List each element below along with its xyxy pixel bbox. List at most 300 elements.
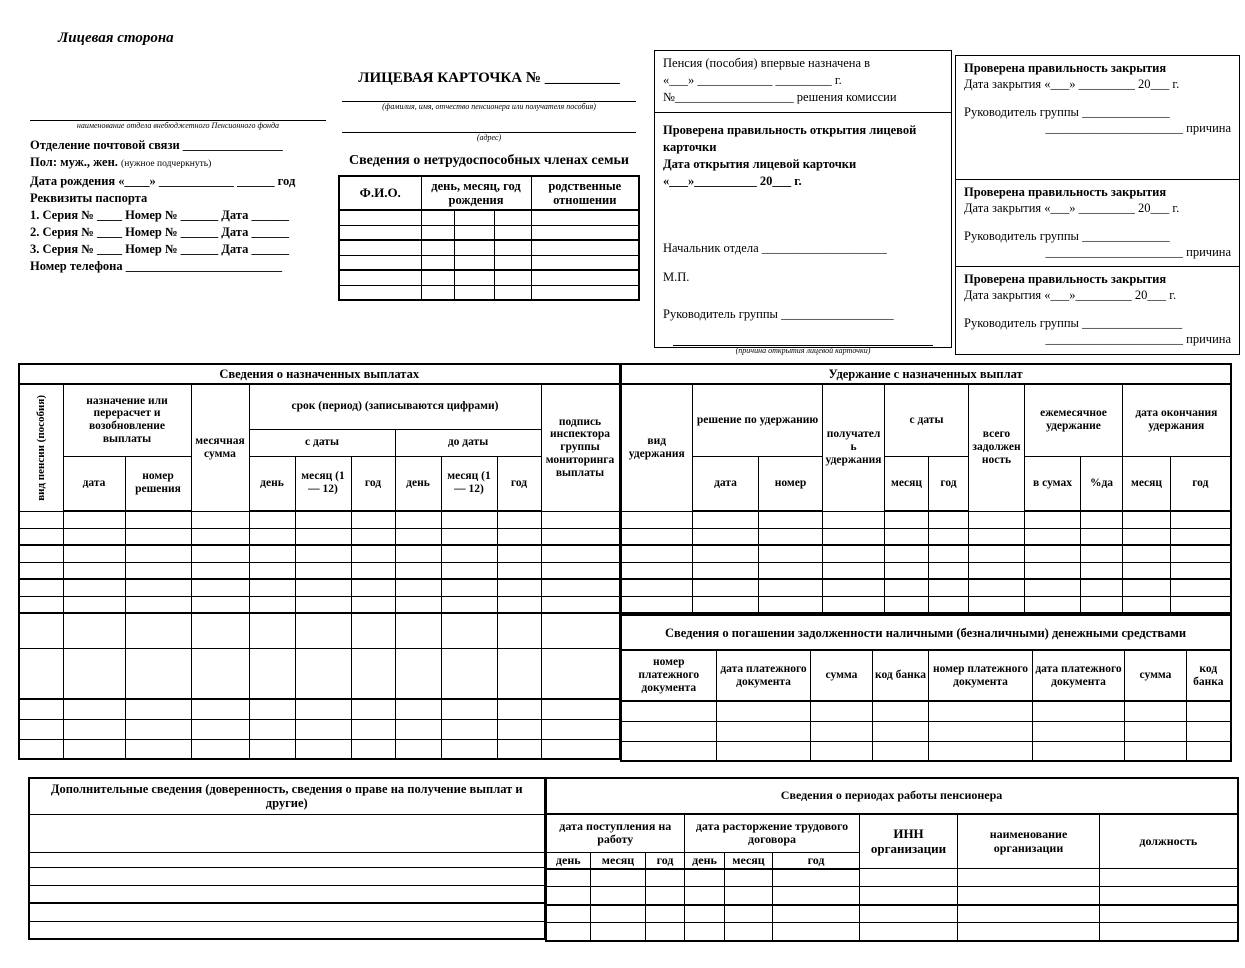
empty-cell <box>929 511 969 528</box>
empty-cell <box>125 739 191 759</box>
empty-cell <box>63 596 125 613</box>
empty-cell <box>125 579 191 596</box>
empty-cell <box>1187 701 1231 721</box>
empty-cell <box>958 923 1100 941</box>
empty-row <box>546 923 1238 941</box>
grp-w-from: с даты <box>885 384 969 456</box>
empty-row <box>621 528 1231 545</box>
empty-cell <box>497 562 541 579</box>
col-header-relation: родственные отношении <box>531 176 639 210</box>
empty-cell <box>1123 579 1171 596</box>
empty-cell <box>860 923 958 941</box>
empty-cell <box>1125 741 1187 761</box>
empty-cell <box>546 887 591 905</box>
passport-row: 2. Серия № ____ Номер № ______ Дата ______ <box>30 225 289 239</box>
empty-cell <box>1081 511 1123 528</box>
empty-cell <box>249 528 295 545</box>
empty-row <box>339 240 639 255</box>
empty-cell <box>497 648 541 699</box>
empty-cell <box>969 579 1025 596</box>
empty-cell <box>621 562 693 579</box>
empty-cell <box>646 887 685 905</box>
empty-cell <box>759 579 823 596</box>
empty-cell <box>1100 887 1238 905</box>
empty-cell <box>621 596 693 613</box>
empty-cell <box>823 596 885 613</box>
grp-to: до даты <box>395 429 541 456</box>
col-month: месяц <box>725 852 773 869</box>
empty-cell <box>249 511 295 528</box>
reason-caption: (причина открытия лицевой карточки) <box>735 346 871 355</box>
empty-cell <box>621 701 717 721</box>
empty-cell <box>823 545 885 562</box>
empty-row <box>621 741 1231 761</box>
empty-cell <box>395 699 441 719</box>
empty-cell <box>531 255 639 270</box>
empty-cell <box>125 511 191 528</box>
empty-cell <box>191 596 249 613</box>
opening-check-box <box>654 50 952 355</box>
empty-row <box>621 721 1231 741</box>
empty-cell <box>717 741 811 761</box>
empty-cell <box>441 648 497 699</box>
empty-cell <box>685 923 725 941</box>
empty-cell <box>1100 923 1238 941</box>
empty-cell <box>929 579 969 596</box>
empty-cell <box>351 511 395 528</box>
col-sum: сумма <box>811 650 873 701</box>
empty-cell <box>646 869 685 887</box>
empty-cell <box>497 699 541 719</box>
empty-cell <box>191 579 249 596</box>
empty-cell <box>591 905 646 923</box>
empty-cell <box>63 699 125 719</box>
empty-cell <box>541 528 619 545</box>
passport-row: 3. Серия № ____ Номер № ______ Дата ______ <box>30 242 289 256</box>
closing-reason-line: ______________________ причина <box>1045 245 1231 259</box>
empty-cell <box>1123 562 1171 579</box>
closing-check-box <box>955 55 1240 355</box>
empty-cell <box>339 240 421 255</box>
col-inn: ИНН организации <box>860 814 958 869</box>
empty-row <box>29 885 544 903</box>
opening-section <box>655 113 951 356</box>
col-day: день <box>685 852 725 869</box>
empty-cell <box>497 528 541 545</box>
col-year: год <box>497 456 541 511</box>
col-w-month: месяц <box>885 456 929 511</box>
col-payment-doc-date: дата платежного документа <box>717 650 811 701</box>
empty-cell <box>395 596 441 613</box>
closing-section <box>956 56 1239 179</box>
empty-cell <box>421 225 454 240</box>
empty-cell <box>759 596 823 613</box>
empty-cell <box>454 270 494 285</box>
empty-cell <box>823 511 885 528</box>
col-date: дата <box>63 456 125 511</box>
empty-cell <box>497 719 541 739</box>
empty-cell <box>63 545 125 562</box>
empty-cell <box>339 210 421 225</box>
col-decision-no: номер решения <box>125 456 191 511</box>
assignment-line2: «___» ____________ _________ г. <box>663 73 842 87</box>
empty-cell <box>351 596 395 613</box>
empty-cell <box>19 699 63 719</box>
closing-leader-line: Руководитель группы ______________ <box>964 105 1170 119</box>
sex-label: Пол: муж., жен. <box>30 155 118 169</box>
empty-cell <box>441 613 497 648</box>
empty-cell <box>19 613 63 648</box>
empty-cell <box>441 699 497 719</box>
empty-cell <box>860 905 958 923</box>
empty-cell <box>773 923 860 941</box>
empty-cell <box>646 905 685 923</box>
empty-cell <box>191 739 249 759</box>
col-sum: сумма <box>1125 650 1187 701</box>
empty-cell <box>773 887 860 905</box>
empty-row <box>19 545 619 562</box>
repayment-title: Сведения о погашении задолженности наличными (безналичными) денежными средствами <box>621 615 1231 650</box>
empty-cell <box>759 562 823 579</box>
empty-cell <box>395 648 441 699</box>
passport-row: 1. Серия № ____ Номер № ______ Дата ______ <box>30 208 289 222</box>
empty-cell <box>929 545 969 562</box>
empty-cell <box>541 739 619 759</box>
header-row <box>621 384 1231 456</box>
empty-row <box>19 596 619 613</box>
empty-cell <box>191 648 249 699</box>
col-w-year: год <box>929 456 969 511</box>
empty-cell <box>969 545 1025 562</box>
assignment-line1: Пенсия (пособия) впервые назначена в <box>663 56 871 70</box>
empty-cell <box>494 270 531 285</box>
empty-cell <box>454 210 494 225</box>
col-pension-type-label: вид пенсии (пособия) <box>35 394 48 501</box>
empty-cell <box>19 596 63 613</box>
header-row <box>19 384 619 429</box>
empty-cell <box>441 545 497 562</box>
empty-cell <box>249 699 295 719</box>
sex-line <box>30 154 326 173</box>
first-assignment-section <box>655 51 951 113</box>
empty-cell <box>1025 596 1081 613</box>
empty-cell <box>454 240 494 255</box>
empty-cell <box>249 648 295 699</box>
empty-cell <box>339 270 421 285</box>
empty-cell <box>929 701 1033 721</box>
empty-row <box>29 852 544 867</box>
empty-cell <box>1171 579 1231 596</box>
opening-date-label: Дата открытия лицевой карточки <box>663 157 857 171</box>
empty-cell <box>125 699 191 719</box>
empty-cell <box>693 511 759 528</box>
empty-cell <box>421 285 454 300</box>
empty-cell <box>19 579 63 596</box>
empty-cell <box>621 721 717 741</box>
empty-cell <box>1033 701 1125 721</box>
empty-cell <box>295 613 351 648</box>
grp-withhold-decision: решение по удержанию <box>693 384 823 456</box>
empty-cell <box>929 741 1033 761</box>
empty-cell <box>1171 511 1231 528</box>
empty-cell <box>1025 562 1081 579</box>
col-w-number: номер <box>759 456 823 511</box>
empty-cell <box>497 613 541 648</box>
empty-cell <box>497 511 541 528</box>
empty-cell <box>19 511 63 528</box>
empty-cell <box>1171 545 1231 562</box>
empty-cell <box>1025 511 1081 528</box>
empty-cell <box>125 562 191 579</box>
empty-cell <box>1125 721 1187 741</box>
closing-reason-line: ______________________ причина <box>1045 121 1231 135</box>
col-day: день <box>395 456 441 511</box>
payments-table-wrap <box>18 363 1230 762</box>
empty-cell <box>823 579 885 596</box>
empty-cell <box>717 721 811 741</box>
empty-cell <box>63 511 125 528</box>
opening-reason <box>673 333 933 356</box>
empty-cell <box>351 739 395 759</box>
empty-cell <box>125 719 191 739</box>
empty-cell <box>531 240 639 255</box>
empty-cell <box>63 579 125 596</box>
empty-cell <box>1100 869 1238 887</box>
personal-info-block <box>30 116 326 275</box>
empty-cell <box>441 739 497 759</box>
empty-cell <box>546 923 591 941</box>
empty-cell <box>339 255 421 270</box>
empty-row <box>339 270 639 285</box>
closing-leader-line: Руководитель группы ______________ <box>964 229 1170 243</box>
empty-row <box>29 921 544 939</box>
withholding-table <box>620 363 1232 614</box>
empty-cell <box>441 579 497 596</box>
empty-cell <box>191 528 249 545</box>
empty-cell <box>531 225 639 240</box>
empty-cell <box>1081 579 1123 596</box>
empty-row <box>339 225 639 240</box>
empty-cell <box>621 545 693 562</box>
department-head-line: Начальник отдела ____________________ <box>663 241 887 255</box>
empty-cell <box>441 719 497 739</box>
empty-cell <box>191 562 249 579</box>
empty-cell <box>249 579 295 596</box>
grp-monthly-withhold: ежемесячное удержание <box>1025 384 1123 456</box>
empty-cell <box>351 648 395 699</box>
col-day: день <box>546 852 591 869</box>
empty-cell <box>621 511 693 528</box>
col-inspector: подпись инспектора группы мониторинга выплаты <box>541 384 619 511</box>
empty-cell <box>191 699 249 719</box>
empty-cell <box>725 869 773 887</box>
repayment-title-row <box>621 615 1231 650</box>
bottom-tables-wrap <box>28 777 1239 942</box>
empty-row <box>546 869 1238 887</box>
empty-cell <box>494 255 531 270</box>
empty-cell <box>1187 741 1231 761</box>
empty-cell <box>541 699 619 719</box>
empty-cell <box>63 613 125 648</box>
closing-reason-line: ______________________ причина <box>1045 332 1231 346</box>
group-leader-line: Руководитель группы __________________ <box>663 307 894 321</box>
empty-cell <box>725 905 773 923</box>
empty-cell <box>885 528 929 545</box>
empty-cell <box>929 596 969 613</box>
empty-cell <box>497 545 541 562</box>
col-withhold-type: вид удержания <box>621 384 693 511</box>
empty-cell <box>295 528 351 545</box>
empty-cell <box>541 719 619 739</box>
empty-cell <box>929 528 969 545</box>
empty-cell <box>873 741 929 761</box>
empty-cell <box>1171 596 1231 613</box>
empty-cell <box>885 545 929 562</box>
col-position: должность <box>1100 814 1238 869</box>
header-row <box>621 456 1231 511</box>
empty-cell <box>531 270 639 285</box>
empty-row <box>19 719 619 739</box>
empty-cell <box>295 648 351 699</box>
empty-cell <box>63 562 125 579</box>
empty-cell <box>1123 528 1171 545</box>
col-pension-type <box>19 384 63 511</box>
empty-cell <box>249 596 295 613</box>
empty-row <box>29 867 544 885</box>
empty-cell <box>685 869 725 887</box>
empty-cell <box>295 579 351 596</box>
empty-cell <box>693 596 759 613</box>
empty-cell <box>531 210 639 225</box>
empty-cell <box>497 596 541 613</box>
col-header-fio: Ф.И.О. <box>339 176 421 210</box>
card-header-block <box>338 70 640 301</box>
empty-cell <box>773 905 860 923</box>
empty-cell <box>885 562 929 579</box>
empty-cell <box>860 887 958 905</box>
empty-row <box>19 739 619 759</box>
empty-cell <box>421 240 454 255</box>
col-year: год <box>646 852 685 869</box>
closing-section <box>956 179 1239 266</box>
empty-cell <box>29 814 544 852</box>
closing-section <box>956 266 1239 354</box>
empty-row <box>29 903 544 921</box>
grp-assignment: назначение или перерасчет и возобновление выплаты <box>63 384 191 456</box>
empty-cell <box>591 869 646 887</box>
col-org-name: наименование организации <box>958 814 1100 869</box>
col-payment-doc-number: номер платежного документа <box>621 650 717 701</box>
empty-cell <box>421 210 454 225</box>
col-receiver: получатель удержания <box>823 384 885 511</box>
empty-cell <box>395 739 441 759</box>
empty-cell <box>19 545 63 562</box>
empty-cell <box>63 719 125 739</box>
grp-hire-date: дата поступления на работу <box>546 814 685 852</box>
empty-cell <box>823 562 885 579</box>
extra-info-table <box>28 777 545 940</box>
empty-row <box>339 285 639 300</box>
empty-row <box>19 648 619 699</box>
empty-row <box>621 596 1231 613</box>
header-row <box>546 814 1238 852</box>
empty-cell <box>541 511 619 528</box>
empty-cell <box>969 511 1025 528</box>
empty-cell <box>773 869 860 887</box>
empty-cell <box>395 528 441 545</box>
empty-cell <box>29 867 544 885</box>
empty-cell <box>295 562 351 579</box>
empty-cell <box>591 923 646 941</box>
empty-cell <box>395 545 441 562</box>
empty-row <box>339 210 639 225</box>
grp-end-date: дата окончания удержания <box>1123 384 1231 456</box>
col-total-debt: всего задолженность <box>969 384 1025 511</box>
empty-cell <box>125 545 191 562</box>
empty-cell <box>725 923 773 941</box>
empty-row <box>621 511 1231 528</box>
empty-cell <box>351 699 395 719</box>
empty-cell <box>685 905 725 923</box>
empty-cell <box>125 596 191 613</box>
col-month: месяц (1 — 12) <box>441 456 497 511</box>
col-monthly-sum: месячная сумма <box>191 384 249 511</box>
closing-title: Проверена правильность закрытия <box>964 185 1167 199</box>
empty-cell <box>969 528 1025 545</box>
opening-checked-title: Проверена правильность открытия лицевой карточки <box>663 123 917 154</box>
empty-cell <box>19 739 63 759</box>
col-payment-doc-date: дата платежного документа <box>1033 650 1125 701</box>
family-table <box>338 175 640 301</box>
empty-row <box>29 814 544 852</box>
extra-info-header-row <box>29 778 544 814</box>
closing-date-line: Дата закрытия «___»_________ 20___ г. <box>964 288 1177 302</box>
empty-row <box>546 887 1238 905</box>
work-title-row <box>546 778 1238 814</box>
empty-cell <box>494 285 531 300</box>
empty-cell <box>1123 511 1171 528</box>
empty-cell <box>1033 721 1125 741</box>
sex-note: (нужное подчеркнуть) <box>121 159 212 169</box>
empty-cell <box>541 545 619 562</box>
col-percent: %да <box>1081 456 1123 511</box>
closing-leader-line: Руководитель группы ________________ <box>964 316 1183 330</box>
empty-row <box>19 562 619 579</box>
empty-cell <box>441 562 497 579</box>
empty-cell <box>823 528 885 545</box>
empty-cell <box>395 719 441 739</box>
empty-cell <box>969 562 1025 579</box>
empty-row <box>621 545 1231 562</box>
empty-cell <box>1171 562 1231 579</box>
empty-cell <box>249 613 295 648</box>
empty-cell <box>497 739 541 759</box>
empty-cell <box>421 255 454 270</box>
empty-cell <box>873 721 929 741</box>
assignment-line3: №___________________ решения комиссии <box>663 90 897 104</box>
payments-left-table <box>18 363 620 760</box>
empty-cell <box>454 255 494 270</box>
empty-cell <box>351 545 395 562</box>
col-in-sum: в сумах <box>1025 456 1081 511</box>
empty-row <box>621 579 1231 596</box>
empty-row <box>19 511 619 528</box>
empty-cell <box>19 562 63 579</box>
family-header-row <box>339 176 639 210</box>
col-header-birth: день, месяц, год рождения <box>421 176 531 210</box>
empty-cell <box>591 887 646 905</box>
closing-date-line: Дата закрытия «___» _________ 20___ г. <box>964 77 1180 91</box>
